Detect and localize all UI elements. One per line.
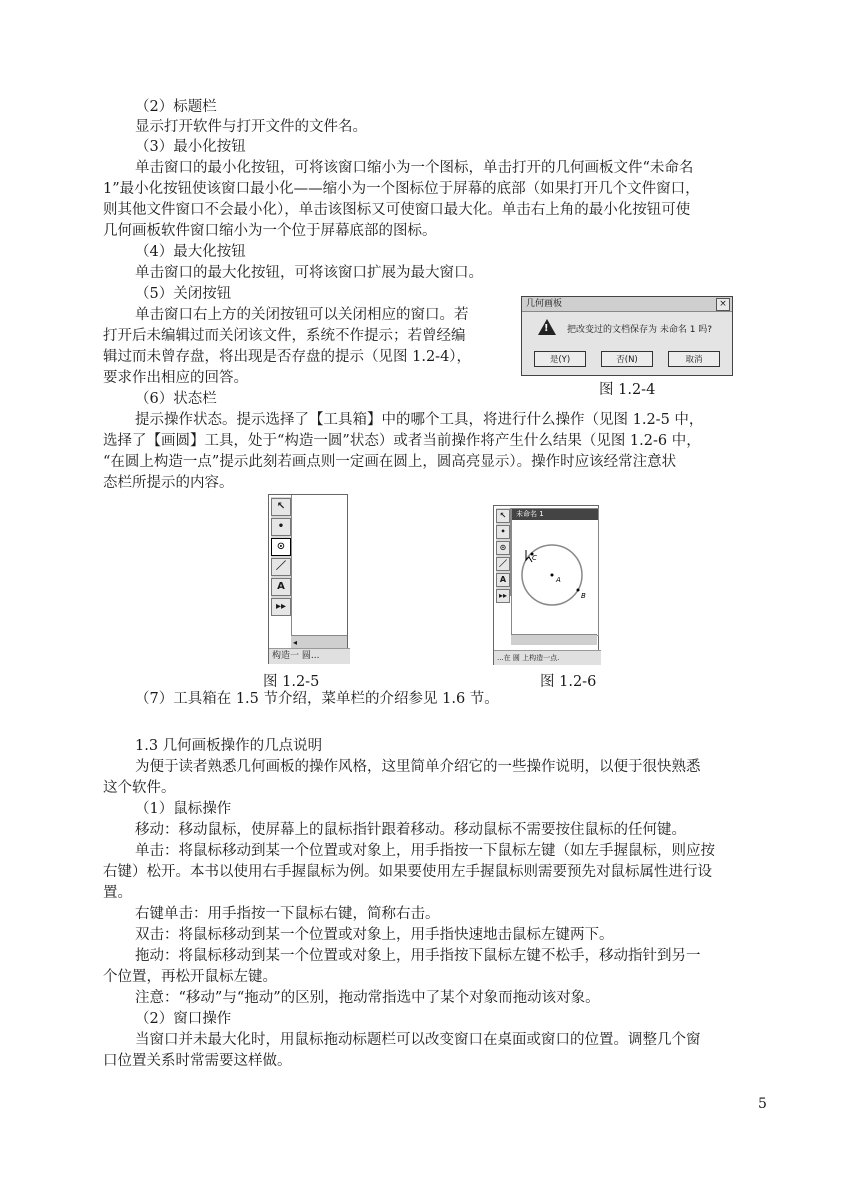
dialog-title: 几何画板 [526,299,563,309]
label-a: A [556,576,561,584]
toolbox-window [268,494,348,664]
heading-window-operation: （2）窗口操作 [135,1011,232,1027]
text-tool-icon[interactable]: A [271,578,291,596]
paragraph-line: 单击窗口右上方的关闭按钮可以关闭相应的窗口。若 [135,307,469,323]
figure-caption: 图 1.2-6 [540,674,597,690]
paragraph-line: 个位置，再松开鼠标左键。 [103,969,277,985]
heading-maximize-button: （4）最大化按钮 [135,244,246,260]
paragraph-line: 打开后未编辑过而关闭该文件，系统不作提示；若曾经编 [103,328,466,344]
paragraph-line: 右键）松开。本书以使用右手握鼠标为例。如果要使用左手握鼠标则需要预先对鼠标属性进行设 [103,864,712,880]
section-heading: 1.3 几何画板操作的几点说明 [135,738,323,754]
point-b[interactable] [577,589,580,592]
heading-status-bar: （6）状态栏 [135,391,217,407]
paragraph-line: 置。 [103,885,132,901]
paragraph-line: 1”最小化按钮使该窗口最小化——缩小为一个图标位于屏幕的底部（如果打开几个文件窗口， [103,181,700,197]
paragraph-line: “在圆上构造一点”提示此刻若画点则一定画在圆上，圆高亮显示）。操作时应该经常注意状 [103,454,677,470]
paragraph-line: 注意：“移动”与“拖动”的区别，拖动常指选中了某个对象而拖动该对象。 [135,990,600,1006]
paragraph-line: 单击：将鼠标移动到某一个位置或对象上，用手指按一下鼠标左键（如左手握鼠标，则应按 [135,843,715,859]
toolbox [271,497,292,612]
heading-close-button: （5）关闭按钮 [135,286,232,302]
point-tool-icon[interactable]: • [496,525,510,539]
paragraph-line: 右键单击：用手指按一下鼠标右键，简称右击。 [135,906,440,922]
custom-tool-icon[interactable]: ▸▸ [496,589,510,603]
figure-caption: 图 1.2-5 [263,674,320,690]
paragraph-line: 要求作出相应的回答。 [103,370,248,386]
heading-mouse-operation: （1）鼠标操作 [135,801,232,817]
heading-title-bar: （2）标题栏 [135,99,217,115]
line-tool-icon[interactable]: ／ [271,558,291,576]
paragraph-line: 辑过而未曾存盘，将出现是否存盘的提示（见图 1.2-4）， [103,349,472,365]
yes-button[interactable]: 是(Y) [534,351,586,367]
paragraph-line: 选择了【画圆】工具，处于“构造一圆”状态）或者当前操作将产生什么结果（见图 1.2-6 中， [103,433,701,449]
horizontal-scrollbar[interactable] [511,634,597,645]
selection-arrow-icon[interactable]: ↖ [496,509,510,523]
no-button[interactable]: 否(N) [601,351,653,367]
sketch-canvas[interactable] [512,520,598,634]
paragraph-line: 拖动：将鼠标移动到某一个位置或对象上，用手指按下鼠标左键不松手，移动指针到另一 [135,948,701,964]
status-bar: ...在 圆 上构造一点. [494,650,601,665]
paragraph-line: 态栏所提示的内容。 [103,475,234,491]
paragraph-line: 为便于读者熟悉几何画板的操作风格，这里简单介绍它的一些操作说明，以便于很快熟悉 [135,759,701,775]
dialog-message: 把改变过的文档保存为 未命名 1 吗? [567,325,713,335]
center-point[interactable] [551,574,554,577]
circle-tool-icon[interactable]: ⊙ [271,538,291,556]
heading-minimize-button: （3）最小化按钮 [135,139,246,155]
document-window [511,508,599,636]
warning-glyph: ! [544,323,549,334]
sketch-window [493,505,599,665]
paragraph-line: 提示操作状态。提示选择了【工具箱】中的哪个工具，将进行什么操作（见图 1.2-5 中， [135,412,704,428]
page-number: 5 [758,1096,767,1112]
horizontal-scrollbar[interactable] [291,635,347,648]
paragraph-line: 双击：将鼠标移动到某一个位置或对象上，用手指快速地击鼠标左键两下。 [135,927,614,943]
toolbox [496,508,511,600]
warning-icon [538,319,556,335]
paragraph-line: 这个软件。 [103,780,176,796]
label-b: B [581,592,586,600]
document-title[interactable]: 未命名 1 [512,509,598,520]
status-bar: 构造一 圆... [269,648,350,664]
paragraph-line: 几何画板软件窗口缩小为一个位于屏幕底部的图标。 [103,223,437,239]
paragraph-line: （7）工具箱在 1.5 节介绍，菜单栏的介绍参见 1.6 节。 [135,691,499,707]
paragraph-line: 口位置关系时常需要这样做。 [103,1053,292,1069]
cancel-button[interactable]: 取消 [668,351,720,367]
close-icon[interactable]: × [716,298,730,311]
paragraph-line: 单击窗口的最大化按钮，可将该窗口扩展为最大窗口。 [135,265,483,281]
custom-tool-icon[interactable]: ▸▸ [271,598,291,616]
line-tool-icon[interactable]: ／ [496,557,510,571]
dialog-title-bar [522,297,732,312]
text-tool-icon[interactable]: A [496,573,510,587]
divider [291,495,292,635]
label-c: C [532,554,537,562]
selection-arrow-icon[interactable]: ↖ [271,498,291,516]
save-prompt-dialog [521,296,733,376]
paragraph-line: 则其他文件窗口不会最小化），单击该图标又可使窗口最大化。单击右上角的最小化按钮可使 [103,202,691,218]
figure-caption: 图 1.2-4 [599,382,656,398]
paragraph-line: 移动：移动鼠标，使屏幕上的鼠标指针跟着移动。移动鼠标不需要按住鼠标的任何键。 [135,822,686,838]
paragraph-line: 显示打开软件与打开文件的文件名。 [135,119,367,135]
circle-tool-icon[interactable]: ⊙ [496,541,510,555]
paragraph-line: 当窗口并未最大化时，用鼠标拖动标题栏可以改变窗口在桌面或窗口的位置。调整几个窗 [135,1032,701,1048]
paragraph-line: 单击窗口的最小化按钮，可将该窗口缩小为一个图标，单击打开的几何画板文件“未命名 [135,160,694,176]
scroll-left-icon[interactable]: ◂ [293,638,298,647]
point-tool-icon[interactable]: • [271,518,291,536]
